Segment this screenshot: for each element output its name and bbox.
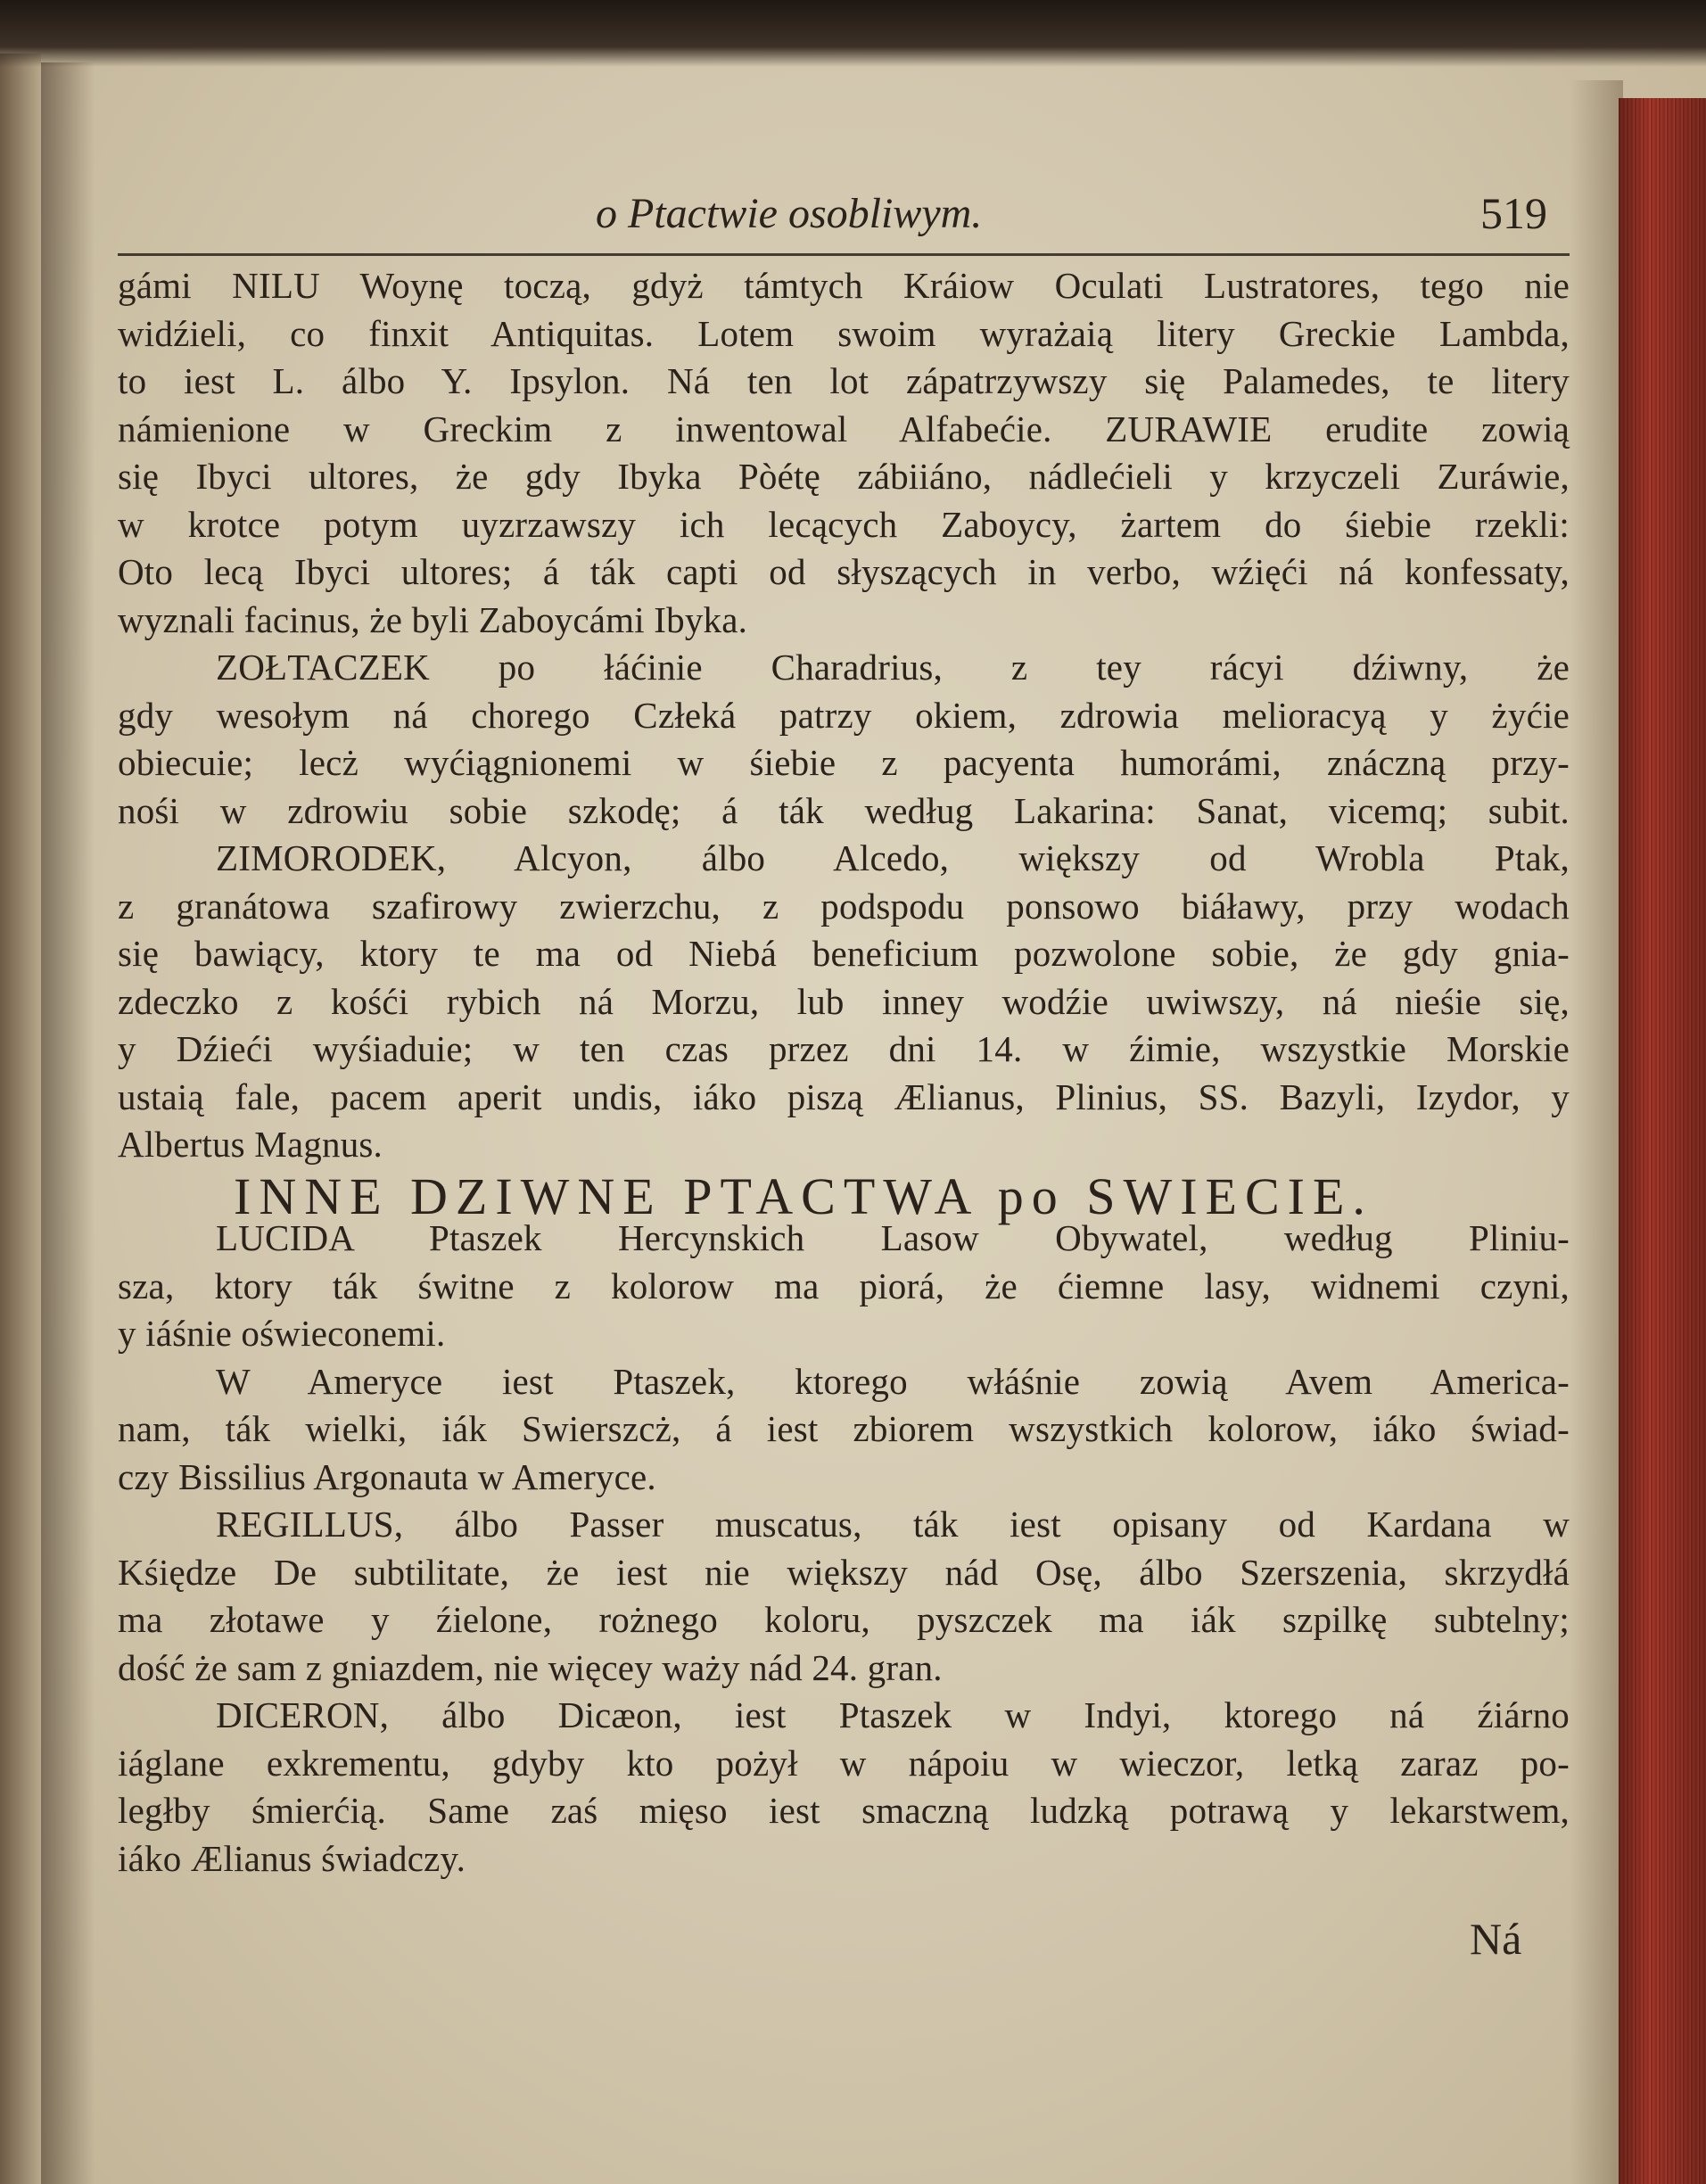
text-line: ma złotawe y źielone, rożnego koloru, pyszczek ma iák szpilkę subtelny; [118, 1599, 1570, 1640]
text-line: nośi w zdrowiu sobie szkodę; á ták według Lakarina: Sanat, vicemq; subit. [118, 789, 1570, 831]
text-line: námienione w Greckim z inwentowal Alfabećie. ZURAWIE erudite zowią [118, 408, 1570, 449]
text-line: ustaią fale, pacem aperit undis, iáko piszą Ælianus, Plinius, SS. Bazyli, Izydor, y [118, 1076, 1570, 1117]
text-line: y Dźieći wyśiaduie; w ten czas przez dni 14. w źimie, wszystkie Morskie [118, 1028, 1570, 1069]
text-line: zdeczko z kośći rybich ná Morzu, lub inney wodźie uwiwszy, ná nieśie się, [118, 980, 1570, 1022]
text-line: gámi NILU Woynę toczą, gdyż támtych Kráiow Oculati Lustratores, tego nie [118, 265, 1570, 306]
catchword: Ná [1470, 1914, 1522, 1964]
paragraph-group-1 [118, 262, 1570, 1169]
text-line: ZOŁTACZEK po łáćinie Charadrius, z tey rácyi dźiwny, że [216, 647, 1570, 688]
text-line: DICERON, álbo Dicæon, iest Ptaszek w Indyi, ktorego ná źiárno [216, 1694, 1570, 1735]
text-line: to iest L. álbo Y. Ipsylon. Ná ten lot zápatrzywszy się Palamedes, te litery [118, 360, 1570, 401]
page-number: 519 [1480, 188, 1547, 238]
text-line: LUCIDA Ptaszek Hercynskich Lasow Obywatel, według Pliniu- [216, 1217, 1570, 1258]
text-line: sza, ktory ták świtne z kolorow ma piorá, że ćiemne lasy, widnemi czyni, [118, 1265, 1570, 1306]
text-line: ległby śmierćią. Same zaś mięso iest smaczną ludzką potrawą y lekarstwem, [118, 1790, 1570, 1831]
text-line: w krotce potym uyzrzawszy ich lecących Zaboycy, żartem do śiebie rzekli: [118, 503, 1570, 545]
text-line: iáko Ælianus świadczy. [118, 1837, 466, 1879]
page-curl-shadow [1570, 80, 1623, 2184]
text-line: się Ibyci ultores, że gdy Ibyka Pòétę zábiiáno, nádlećieli y krzyczeli Zuráwie, [118, 456, 1570, 497]
text-line: wyznali facinus, że byli Zaboycámi Ibyka. [118, 598, 748, 640]
text-line: y iáśnie oświeconemi. [118, 1313, 446, 1354]
text-line: iáglane exkrementu, gdyby kto pożył w nápoiu w wieczor, letką zaraz po- [118, 1742, 1570, 1784]
text-line: dość że sam z gniazdem, nie więcey waży nád 24. gran. [118, 1646, 943, 1688]
text-line: gdy wesołym ná chorego Człeká patrzy okiem, zdrowia melioracyą y żyćie [118, 694, 1570, 736]
fore-edge-shade [1619, 98, 1706, 2184]
paragraph-group-2 [118, 1215, 1570, 1883]
text-line: widźieli, co finxit Antiquitas. Lotem swoim wyrażaią litery Greckie Lambda, [118, 312, 1570, 354]
text-line: czy Bissilius Argonauta w Ameryce. [118, 1455, 656, 1497]
text-line: obiecuie; lecż wyćiągnionemi w śiebie z pacyenta humorámi, znáczną przy- [118, 742, 1570, 783]
running-head: o Ptactwie osobliwym. [596, 190, 983, 237]
header-rule [118, 253, 1570, 256]
left-binding-edge [0, 54, 41, 2184]
text-line: się bawiący, ktory te ma od Niebá beneficium pozwolone sobie, że gdy gnia- [118, 933, 1570, 974]
text-line: nam, ták wielki, iák Swierszcż, á iest zbiorem wszystkich kolorow, iáko świad- [118, 1408, 1570, 1449]
text-line: ZIMORODEK, Alcyon, álbo Alcedo, większy od Wrobla Ptak, [216, 837, 1570, 878]
text-line: Oto lecą Ibyci ultores; á ták capti od słyszących in verbo, wźięći ná konfessaty, [118, 551, 1570, 592]
text-line: Albertus Magnus. [118, 1124, 383, 1165]
text-line: z granátowa szafirowy zwierzchu, z podspodu ponsowo biáławy, przy wodach [118, 885, 1570, 927]
text-line: W Ameryce iest Ptaszek, ktorego włáśnie zowią Avem America- [216, 1360, 1570, 1402]
text-line: REGILLUS, álbo Passer muscatus, ták iest opisany od Kardana w [216, 1504, 1570, 1545]
section-heading: INNE DZIWNE PTACTWA po SWIECIE. [234, 1167, 1373, 1225]
text-line: Kśiędze De subtilitate, że iest nie większy nád Osę, álbo Szerszenia, skrzydłá [118, 1551, 1570, 1593]
top-dark-strip [0, 0, 1706, 67]
gutter-shadow [41, 62, 95, 2184]
